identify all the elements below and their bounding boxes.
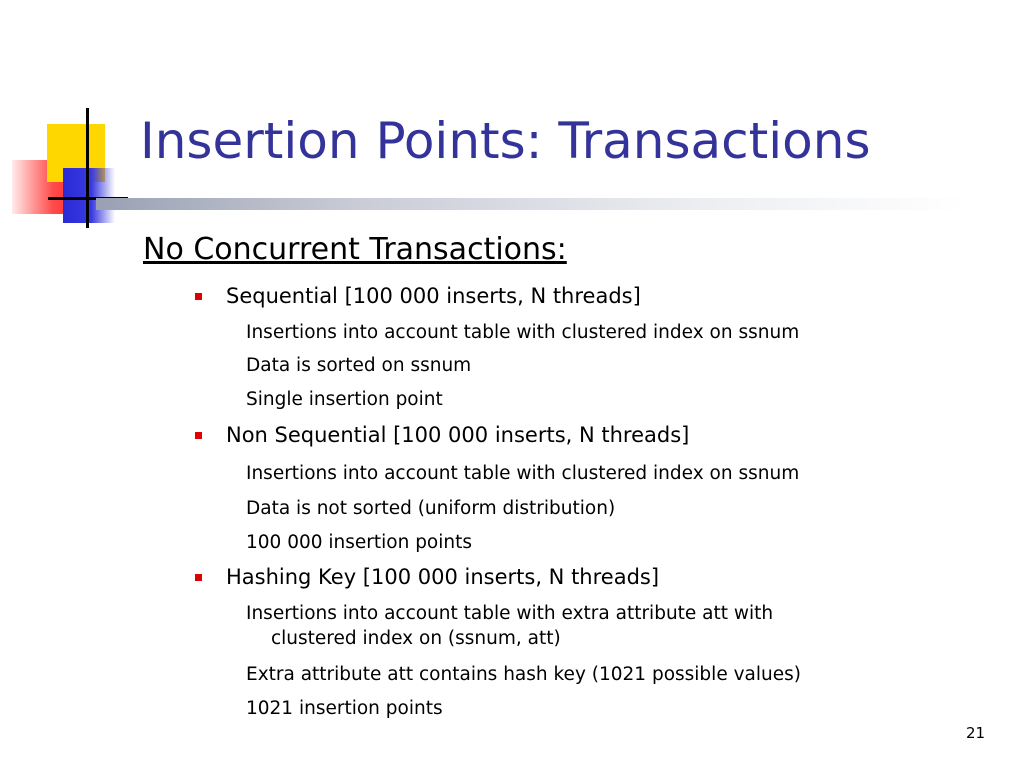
sub-item: Insertions into account table with clustered index on ssnum [246, 463, 800, 484]
sub-item: Data is sorted on ssnum [246, 355, 472, 376]
page-number: 21 [966, 724, 986, 742]
bullet-non-sequential [226, 423, 689, 447]
slide-title: Insertion Points: Transactions [140, 112, 871, 170]
bullet-label: Sequential [100 000 inserts, N threads] [226, 284, 641, 308]
bullet-square-icon [195, 293, 202, 300]
ornament-blue-square [63, 168, 115, 223]
sub-item: 100 000 insertion points [246, 532, 473, 553]
sub-item: Single insertion point [246, 389, 443, 410]
bullet-square-icon [195, 574, 202, 581]
bullet-square-icon [195, 432, 202, 439]
sub-item: 1021 insertion points [246, 698, 443, 719]
sub-item: Insertions into account table with clustered index on ssnum [246, 322, 800, 343]
title-underline-rule [96, 198, 966, 210]
ornament-vertical-line [86, 108, 89, 228]
sub-item-line: Insertions into account table with extra attribute att with [246, 603, 774, 624]
bullet-label: Non Sequential [100 000 inserts, N threads] [226, 423, 690, 447]
sub-item: Data is not sorted (uniform distribution) [246, 498, 616, 519]
bullet-hashing-key [226, 565, 659, 589]
sub-item-wrapped [246, 601, 773, 651]
bullet-label: Hashing Key [100 000 inserts, N threads] [226, 565, 660, 589]
sub-item: Extra attribute att contains hash key (1021 possible values) [246, 664, 801, 685]
bullet-sequential [226, 284, 641, 308]
subheading: No Concurrent Transactions: [143, 232, 567, 267]
sub-item-continuation: clustered index on (ssnum, att) [271, 628, 561, 649]
